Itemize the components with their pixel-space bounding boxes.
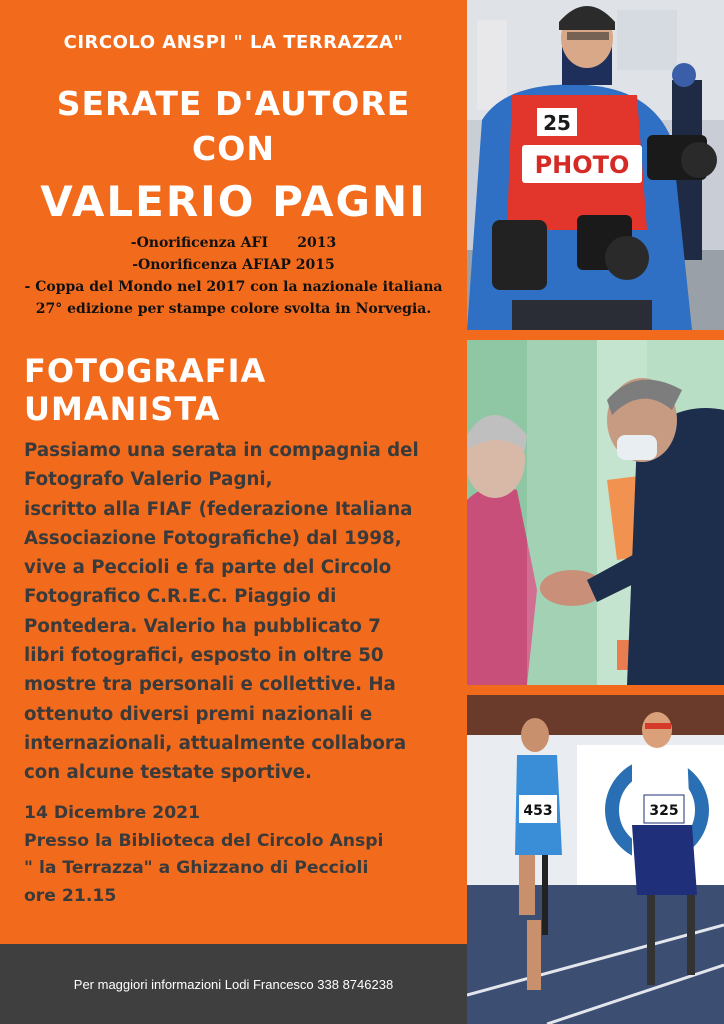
event-date: 14 Dicembre 2021 <box>24 803 201 823</box>
runner2-bib-number: 325 <box>649 803 679 819</box>
athletes-photo <box>467 695 724 1024</box>
description-line: vive a Peccioli e fa parte del Circolo <box>24 557 392 579</box>
description-line: Passiamo una serata in compagnia del <box>24 440 419 461</box>
description-line: internazionali, attualmente collabora <box>24 732 407 754</box>
event-title-line1: SERATE D'AUTORE <box>56 84 411 123</box>
event-venue-line1: Presso la Biblioteca del Circolo Anspi <box>24 830 384 851</box>
author-name: VALERIO PAGNI <box>40 177 427 226</box>
award-item: -Onorificenza AFIAP 2015 <box>132 257 335 273</box>
contact-info: Per maggiori informazioni Lodi Francesco 338 8746238 <box>73 976 394 992</box>
description-line: mostre tra personali e collettive. Ha <box>24 674 396 696</box>
description-line: Associazione Fotografiche) dal 1998, <box>24 527 402 549</box>
description-line: Pontedera. Valerio ha pubblicato 7 <box>24 615 381 637</box>
description <box>24 436 454 788</box>
photo-column <box>467 0 724 1024</box>
awards-list <box>0 232 467 320</box>
description-line: con alcune testate sportive. <box>24 762 312 784</box>
runner1-bib-number: 453 <box>523 803 553 819</box>
award-item: -Onorificenza AFI 2013 <box>130 235 337 251</box>
event-time: ore 21.15 <box>24 885 117 906</box>
award-item: - Coppa del Mondo nel 2017 con la nazionale italiana <box>24 279 443 295</box>
description-line: iscritto alla FIAF (federazione Italiana <box>24 498 413 520</box>
event-details <box>24 800 454 910</box>
description-line: Fotografo Valerio Pagni, <box>24 469 273 491</box>
photographer-photo <box>467 0 724 330</box>
footer-bar <box>0 944 467 1024</box>
section-title: FOTOGRAFIA UMANISTA <box>24 352 267 428</box>
award-item: 27° edizione per stampe colore svolta in Norvegia. <box>35 301 432 317</box>
photographer-bib-number: 25 <box>543 111 571 135</box>
description-line: ottenuto diversi premi nazionali e <box>24 703 373 725</box>
vest-label: PHOTO <box>534 151 630 179</box>
event-venue-line2: " la Terrazza" a Ghizzano di Peccioli <box>24 858 369 878</box>
description-line: libri fotografici, esposto in oltre 50 <box>24 645 384 667</box>
event-title-line2: CON <box>192 129 275 168</box>
club-name: CIRCOLO ANSPI " LA TERRAZZA" <box>63 32 404 53</box>
description-line: Fotografico C.R.E.C. Piaggio di <box>24 586 337 608</box>
humanist-photo <box>467 340 724 685</box>
